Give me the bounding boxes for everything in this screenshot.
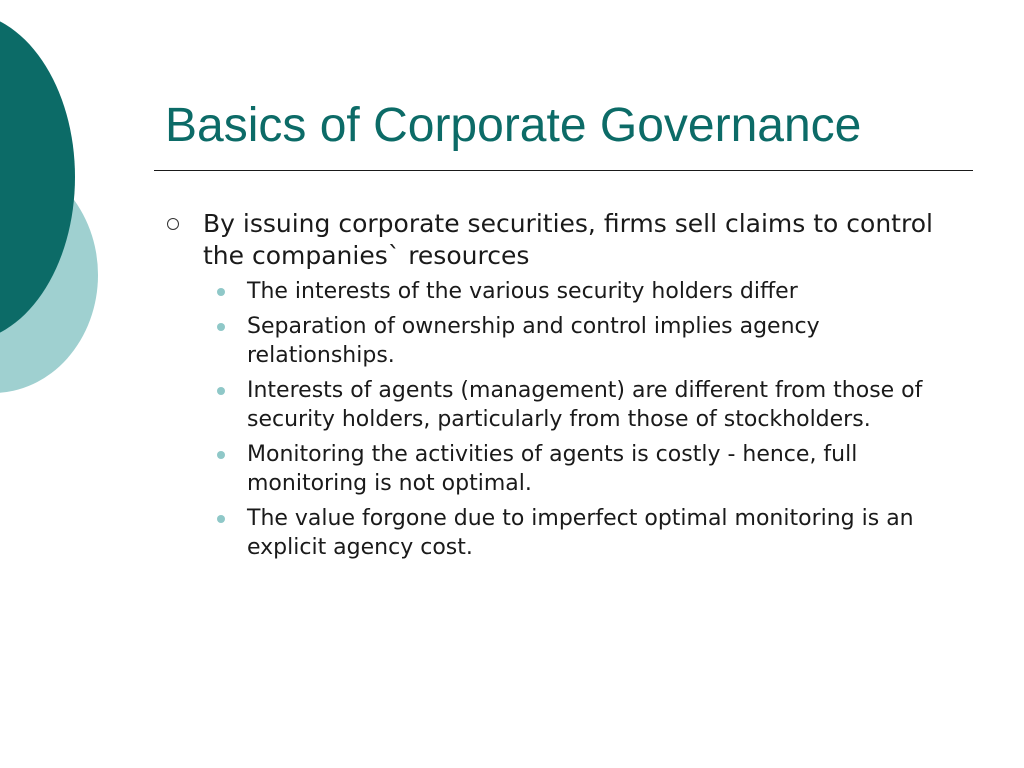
sub-bullet-text: Separation of ownership and control implies agency relationships. — [247, 314, 820, 368]
dot-bullet-icon — [217, 387, 225, 395]
sub-bullet-text: The interests of the various security holders differ — [247, 279, 798, 304]
sub-bullet-item — [165, 376, 947, 434]
sub-bullet-list — [165, 277, 965, 562]
sub-bullet-item — [165, 504, 947, 562]
sub-bullet-item — [165, 277, 947, 306]
slide-title: Basics of Corporate Governance — [165, 99, 862, 152]
title-divider — [154, 170, 973, 171]
bullet-text: By issuing corporate securities, firms sell claims to control the companies` resources — [203, 209, 933, 270]
sub-bullet-text: Interests of agents (management) are different from those of security holders, particularly from those of stockholders. — [247, 378, 923, 432]
bullet-item — [165, 208, 965, 272]
sub-bullet-text: Monitoring the activities of agents is costly - hence, full monitoring is not optimal. — [247, 442, 858, 496]
sub-bullet-item — [165, 312, 947, 370]
dot-bullet-icon — [217, 323, 225, 331]
dot-bullet-icon — [217, 288, 225, 296]
sub-bullet-item — [165, 440, 947, 498]
dot-bullet-icon — [217, 515, 225, 523]
hollow-circle-bullet-icon — [167, 218, 179, 230]
slide-content — [165, 208, 965, 568]
sub-bullet-text: The value forgone due to imperfect optimal monitoring is an explicit agency cost. — [247, 506, 914, 560]
dot-bullet-icon — [217, 451, 225, 459]
